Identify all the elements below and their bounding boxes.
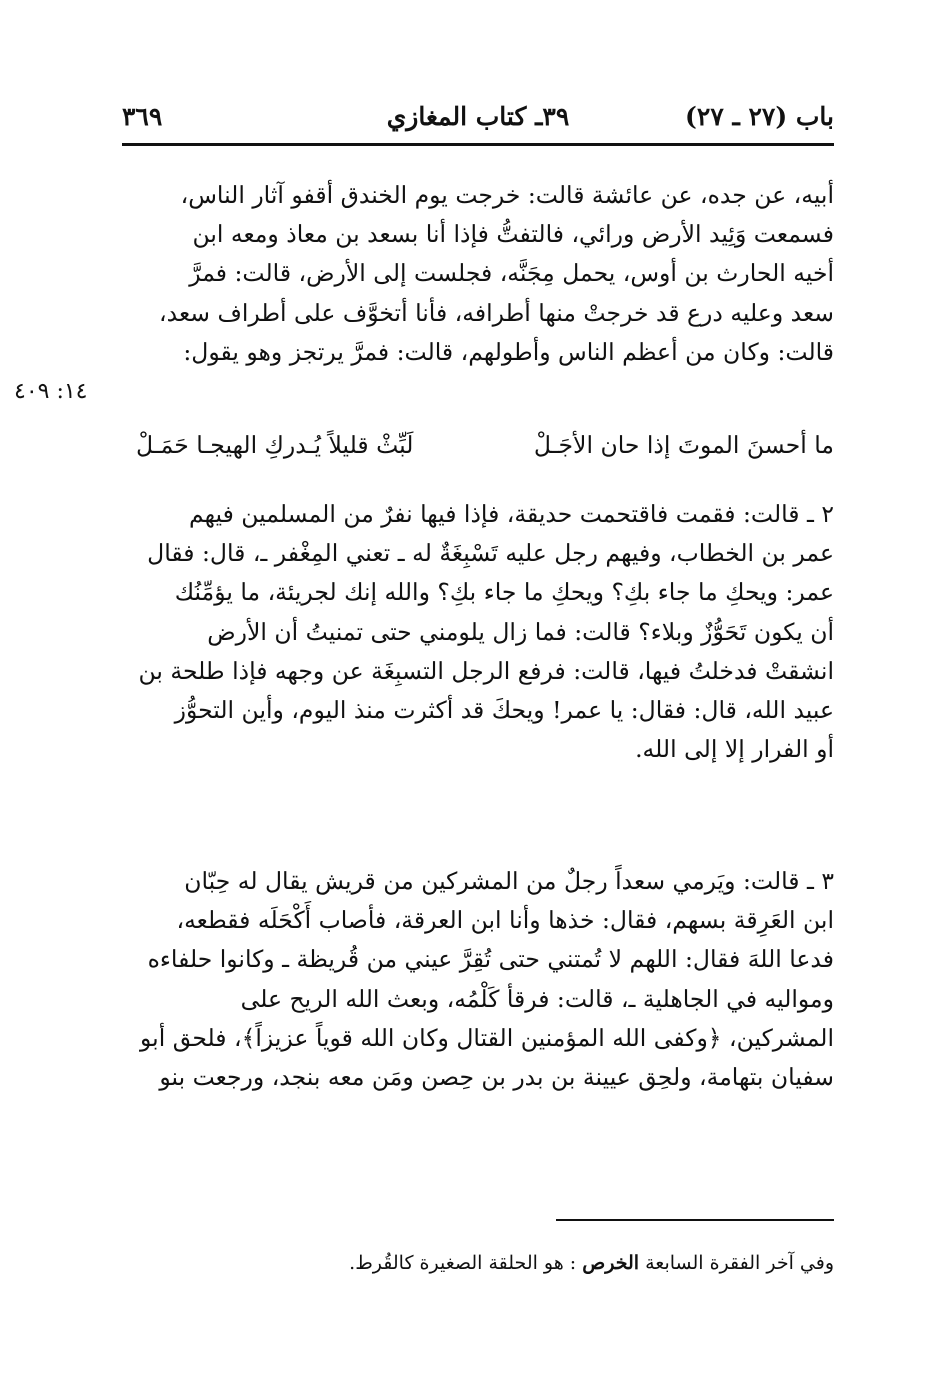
verse-hemistich-first: ما أحسنَ الموتَ إذا حان الأجَـلْ bbox=[533, 431, 834, 459]
text-line: سعد وعليه درع قد خرجتْ منها أطرافه، فأنا أتخوَّف على أطراف سعد، bbox=[159, 298, 834, 327]
text-line: فدعا اللهَ فقال: اللهم لا تُمتني حتى تُقِرَّ عيني من قُريظة ـ وكانوا حلفاءه bbox=[147, 945, 834, 974]
footnote-divider bbox=[556, 1219, 834, 1221]
book-title: ٣٩ـ كتاب المغازي bbox=[386, 102, 570, 131]
verse-hemistich-second: لَبِّثْ قليلاً يُـدركِ الهيجـا حَمَـلْ bbox=[136, 431, 414, 459]
poetry-verse bbox=[122, 420, 834, 470]
text-line: عمر بن الخطاب، وفيهم رجل عليه تَسْبِغَةٌ له ـ تعني المِغْفر ـ، قال: فقال bbox=[147, 539, 834, 568]
text-line: انشقتْ فدخلتُ فيها، قالت: فرفع الرجل التسبِغَة عن وجهه فإذا طلحة بن bbox=[138, 656, 834, 685]
footnote-definition: : هو الحلقة الصغيرة كالقُرط. bbox=[349, 1252, 577, 1274]
footnote-prefix: وفي آخر الفقرة السابعة bbox=[645, 1252, 834, 1274]
text-line: قالت: وكان من أعظم الناس وأطولهم، قالت: فمرَّ يرتجز وهو يقول: bbox=[183, 337, 834, 366]
text-line: عمر: ويحكِ ما جاء بكِ؟ ويحكِ ما جاء بكِ؟ والله إنك لجريئة، ما يؤمِّنُك bbox=[174, 578, 834, 607]
text-line: ٢ ـ قالت: فقمت فاقتحمت حديقة، فإذا فيها نفرٌ من المسلمين فيهم bbox=[189, 500, 834, 528]
text-line: عبيد الله، قال: فقال: يا عمر! ويحكَ قد أكثرت منذ اليوم، وأين التحوُّز bbox=[174, 695, 834, 724]
text-line: ابن العَرِقة بسهم، فقال: خذها وأنا ابن العرقة، فأصاب أَكْحَلَه فقطعه، bbox=[176, 906, 834, 935]
text-line: أن يكون تَحَوُّزٌ وبلاء؟ قالت: فما زال يلومني حتى تمنيتُ أن الأرض bbox=[207, 617, 834, 646]
page-header bbox=[122, 92, 834, 142]
text-line: المشركين، ﴿وكفى الله المؤمنين القتال وكان الله قوياً عزيزاً﴾، فلحق أبو bbox=[140, 1023, 834, 1052]
text-line: أبيه، عن جده، عن عائشة قالت: خرجت يوم الخندق أقفو آثار الناس، bbox=[180, 181, 834, 209]
page-number: ٣٦٩ bbox=[122, 102, 163, 131]
text-line: أخيه الحارث بن أوس، يحمل مِجَنَّه، فجلست إلى الأرض، قالت: فمرَّ bbox=[189, 259, 834, 288]
margin-reference: ١٤: ٤٠٩ bbox=[14, 379, 88, 404]
header-divider bbox=[122, 143, 834, 146]
footnote-term: الخرص bbox=[582, 1252, 640, 1274]
paragraph-3 bbox=[122, 862, 834, 1097]
text-line: فسمعت وَئِيد الأرض ورائي، فالتفتُّ فإذا أنا بسعد بن معاذ ومعه ابن bbox=[192, 220, 834, 249]
chapter-heading: باب (٢٧ ـ ٢٧) bbox=[685, 102, 834, 131]
text-line: ومواليه في الجاهلية ـ، قالت: فرقأ كَلْمُه، وبعث الله الريح على bbox=[240, 984, 834, 1013]
paragraph-1 bbox=[122, 176, 834, 372]
paragraph-2 bbox=[122, 495, 834, 769]
text-line: سفيان بتهامة، ولحِق عيينة بن بدر بن حِصن ومَن معه بنجد، ورجعت بنو bbox=[159, 1062, 834, 1091]
text-line: أو الفرار إلا إلى الله. bbox=[635, 735, 834, 764]
footnote bbox=[122, 1243, 834, 1283]
text-line: ٣ ـ قالت: ويَرمي سعداً رجلٌ من المشركين من قريش يقال له حِبّان bbox=[184, 867, 834, 895]
